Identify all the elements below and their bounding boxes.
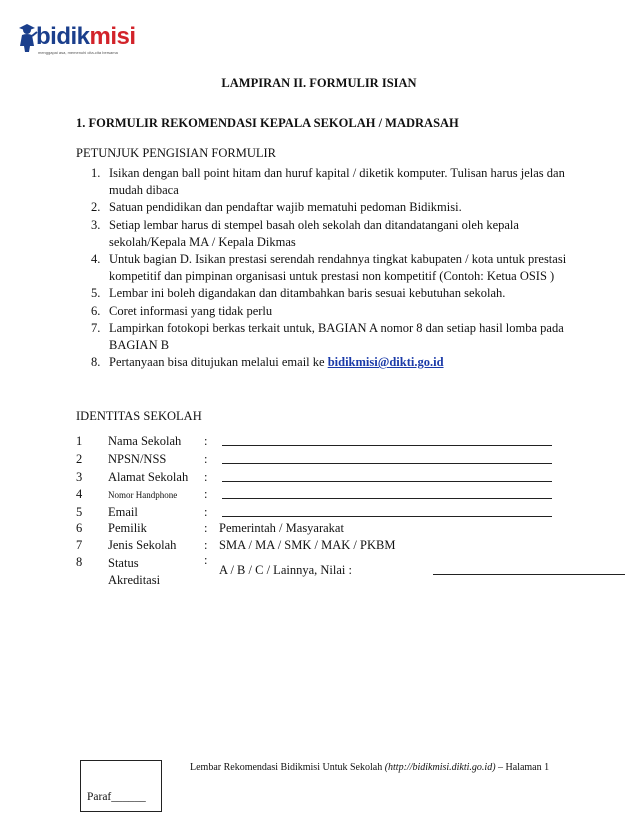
section-heading: 1. FORMULIR REKOMENDASI KEPALA SEKOLAH / MADRASAH bbox=[76, 116, 459, 130]
instruction-list bbox=[91, 165, 575, 371]
graduate-figure-icon bbox=[16, 24, 38, 52]
row-number: 2 bbox=[76, 452, 83, 466]
document-title: LAMPIRAN II. FORMULIR ISIAN bbox=[221, 76, 417, 90]
row-colon: : bbox=[204, 434, 208, 448]
paraf-label: Paraf______ bbox=[87, 791, 146, 803]
logo-text-blue: bidik bbox=[36, 23, 90, 50]
row-label-line1: Status bbox=[108, 556, 139, 570]
petunjuk-heading: PETUNJUK PENGISIAN FORMULIR bbox=[76, 146, 277, 160]
identitas-row-nama-sekolah bbox=[76, 434, 566, 452]
identitas-row-handphone bbox=[76, 487, 566, 505]
row-number: 1 bbox=[76, 434, 83, 448]
instruction-text: Lampirkan fotokopi berkas terkait untuk, BAGIAN A nomor 8 dan setiap hasil lomba pada BAGIAN B bbox=[109, 320, 564, 353]
instruction-number: 4. bbox=[91, 252, 101, 267]
row-label: NPSN/NSS bbox=[108, 452, 167, 466]
identitas-row-npsn bbox=[76, 452, 566, 470]
row-label: Pemilik bbox=[108, 521, 147, 535]
identitas-row-pemilik bbox=[76, 521, 566, 539]
instruction-text: Pertanyaan bisa ditujukan melalui email ke bbox=[109, 355, 328, 370]
row-label: Nama Sekolah bbox=[108, 434, 182, 448]
akreditasi-options: A / B / C / Lainnya, Nilai : bbox=[219, 563, 352, 577]
row-colon: : bbox=[204, 521, 208, 535]
instruction-number: 7. bbox=[91, 320, 101, 335]
row-label bbox=[108, 555, 160, 589]
instruction-item bbox=[91, 199, 575, 216]
instruction-text: Isikan dengan ball point hitam dan huruf kapital / diketik komputer. Tulisan harus jelas dan mudah dibaca bbox=[109, 166, 565, 198]
instruction-number: 5. bbox=[91, 286, 101, 301]
instruction-item bbox=[91, 285, 575, 302]
instruction-number: 8. bbox=[91, 355, 101, 370]
bidikmisi-logo bbox=[14, 22, 136, 56]
row-number: 5 bbox=[76, 505, 83, 519]
row-label: Email bbox=[108, 505, 138, 519]
nama-sekolah-field[interactable] bbox=[222, 445, 552, 446]
instruction-number: 6. bbox=[91, 303, 101, 318]
instruction-item bbox=[91, 217, 575, 251]
instruction-item bbox=[91, 303, 575, 320]
logo-wordmark bbox=[36, 22, 136, 52]
row-colon: : bbox=[204, 452, 208, 466]
identitas-heading: IDENTITAS SEKOLAH bbox=[76, 409, 202, 423]
row-colon: : bbox=[204, 470, 208, 484]
instruction-number: 3. bbox=[91, 217, 101, 232]
pemilik-value: Pemerintah / Masyarakat bbox=[219, 521, 344, 535]
footer-text: Lembar Rekomendasi Bidikmisi Untuk Sekolah bbox=[190, 762, 385, 773]
instruction-text: Lembar ini boleh digandakan dan ditambahkan baris sesuai kebutuhan sekolah. bbox=[109, 286, 506, 301]
page-footer bbox=[190, 762, 549, 773]
logo-tagline: menggapai asa, memenuhi cita-cita bersama bbox=[38, 50, 118, 55]
jenis-sekolah-value: SMA / MA / SMK / MAK / PKBM bbox=[219, 538, 396, 552]
contact-email-link[interactable]: bidikmisi@dikti.go.id bbox=[327, 355, 444, 370]
instruction-text: Satuan pendidikan dan pendaftar wajib mematuhi pedoman Bidikmisi. bbox=[109, 200, 462, 215]
instruction-number: 1. bbox=[91, 166, 101, 180]
row-label-line2: Akreditasi bbox=[108, 573, 161, 587]
instruction-item bbox=[91, 165, 575, 199]
identitas-row-akreditasi bbox=[76, 553, 566, 593]
footer-url: (http://bidikmisi.dikti.go.id) bbox=[384, 762, 496, 773]
row-number: 7 bbox=[76, 538, 83, 552]
row-number: 3 bbox=[76, 470, 83, 484]
footer-page: – Halaman 1 bbox=[495, 762, 550, 773]
row-number: 6 bbox=[76, 521, 83, 535]
paraf-box bbox=[80, 760, 162, 812]
row-label: Jenis Sekolah bbox=[108, 538, 177, 552]
instruction-item bbox=[91, 320, 575, 354]
instruction-number: 2. bbox=[91, 200, 101, 215]
identitas-row-alamat bbox=[76, 470, 566, 488]
row-colon: : bbox=[204, 553, 208, 567]
nilai-akreditasi-field[interactable] bbox=[433, 574, 625, 575]
row-label: Alamat Sekolah bbox=[108, 470, 189, 484]
row-colon: : bbox=[204, 505, 208, 519]
row-number: 4 bbox=[76, 487, 83, 501]
row-number: 8 bbox=[76, 555, 83, 569]
instruction-text: Setiap lembar harus di stempel basah oleh sekolah dan ditandatangani oleh kepala sekolah/Kepala MA / Kepala Dikmas bbox=[109, 217, 519, 249]
instruction-item bbox=[91, 354, 575, 371]
npsn-field[interactable] bbox=[222, 463, 552, 464]
instruction-text: Untuk bagian D. Isikan prestasi serendah rendahnya tingkat kabupaten / kota untuk prestasi kompetitif dan pimpinan organisasi untuk prestasi non kompetitif (Contoh: Ketua OSIS ) bbox=[109, 252, 567, 284]
instruction-text: Coret informasi yang tidak perlu bbox=[109, 303, 273, 318]
nomor-handphone-field[interactable] bbox=[222, 498, 552, 499]
row-colon: : bbox=[204, 538, 208, 552]
instruction-item bbox=[91, 251, 575, 285]
alamat-sekolah-field[interactable] bbox=[222, 481, 552, 482]
email-field[interactable] bbox=[222, 516, 552, 517]
row-label: Nomor Handphone bbox=[108, 490, 178, 500]
row-colon: : bbox=[204, 487, 208, 501]
logo-text-red: misi bbox=[89, 23, 136, 50]
